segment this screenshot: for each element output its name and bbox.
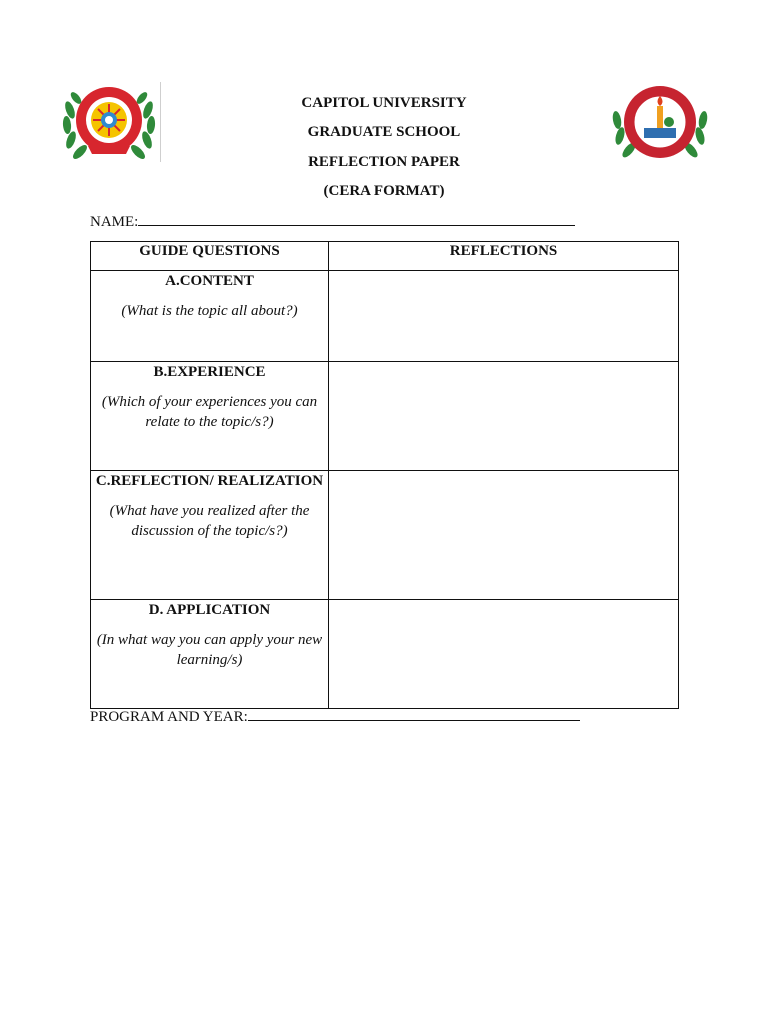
header-reflections: REFLECTIONS: [329, 242, 679, 271]
question-prompt: (Which of your experiences you can relate to the topic/s?): [101, 394, 318, 430]
guide-question-reflection: [91, 471, 329, 600]
capitol-university-seal-icon: [60, 80, 164, 164]
table-row: [91, 471, 679, 600]
question-title: A.CONTENT: [165, 273, 254, 289]
table-header-row: [91, 242, 679, 271]
question-prompt: (In what way you can apply your new learning/s): [96, 632, 323, 668]
school-name: GRADUATE SCHOOL: [307, 124, 461, 140]
program-year-field[interactable]: [90, 707, 580, 726]
question-prompt: (What have you realized after the discussion of the topic/s?): [109, 503, 310, 539]
table-row: [91, 600, 679, 709]
program-year-label: PROGRAM AND YEAR:: [90, 709, 248, 725]
reflection-cell-reflection[interactable]: [329, 471, 679, 600]
name-field[interactable]: [90, 212, 575, 231]
table-row: [91, 362, 679, 471]
reflection-table: [90, 241, 679, 709]
guide-question-experience: [91, 362, 329, 471]
question-title: D. APPLICATION: [148, 602, 271, 618]
document-format: (CERA FORMAT): [323, 183, 445, 199]
question-title: C.REFLECTION/ REALIZATION: [95, 473, 324, 489]
question-prompt: (What is the topic all about?): [121, 303, 298, 319]
reflection-cell-application[interactable]: [329, 600, 679, 709]
program-year-blank-line[interactable]: [248, 707, 580, 721]
guide-question-content: [91, 271, 329, 362]
question-title: B.EXPERIENCE: [153, 364, 266, 380]
reflection-cell-experience[interactable]: [329, 362, 679, 471]
document-title: REFLECTION PAPER: [308, 154, 460, 170]
header-guide-questions: GUIDE QUESTIONS: [91, 242, 329, 271]
reflection-cell-content[interactable]: [329, 271, 679, 362]
university-name: CAPITOL UNIVERSITY: [301, 95, 467, 111]
guide-question-application: [91, 600, 329, 709]
name-label: NAME:: [90, 214, 139, 230]
name-blank-line[interactable]: [138, 212, 575, 226]
table-row: [91, 271, 679, 362]
